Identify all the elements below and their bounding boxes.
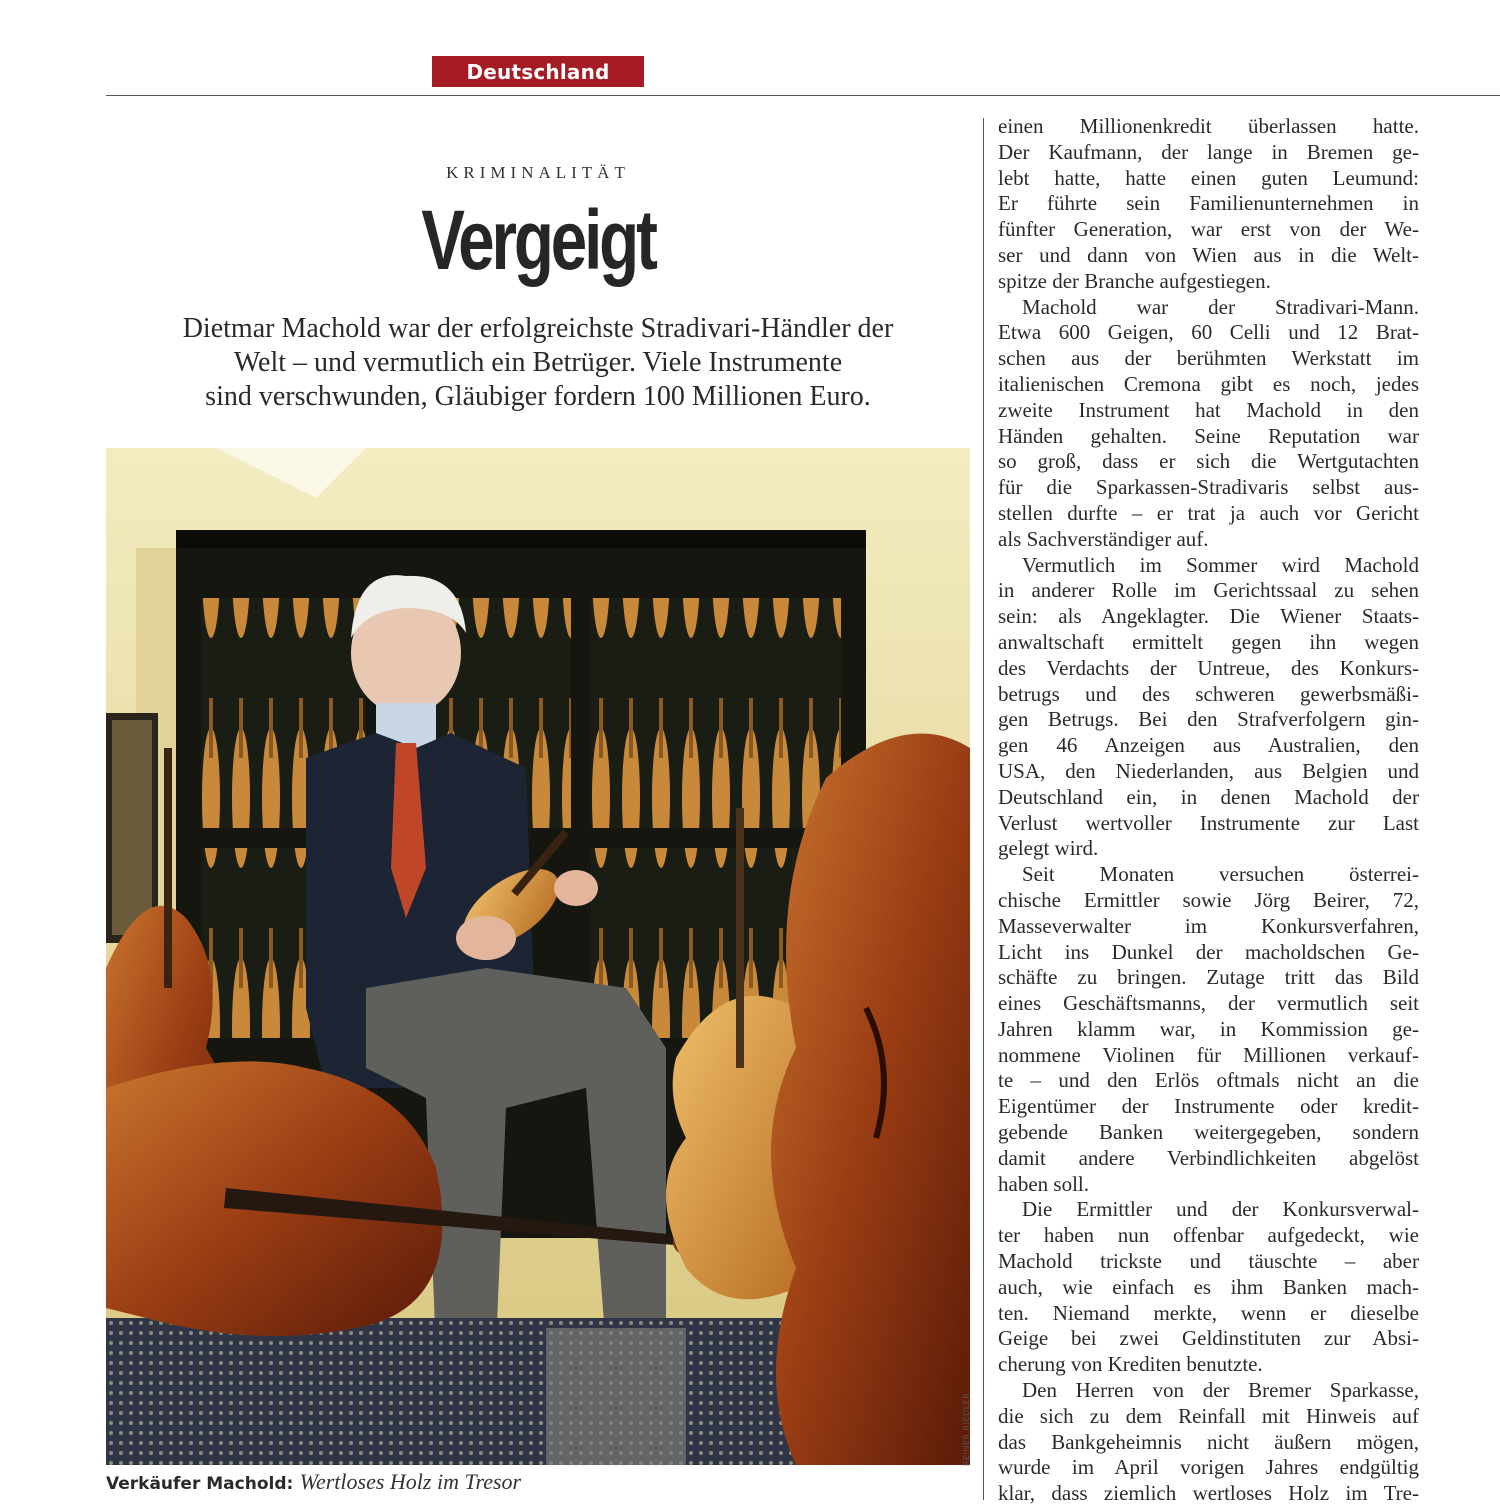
body-text-line: Geige bei zwei Geldinstituten zur Absi- [998,1326,1419,1351]
body-text-line: betrugs und des schweren gewerbsmäßi- [998,681,1419,706]
body-text-line: ten. Niemand merkte, wenn er dieselbe [998,1300,1419,1325]
body-text-line: Den Herren von der Bremer Sparkasse, [1022,1378,1419,1403]
body-text-line: eines Geschäftsmanns, der vermutlich seit [998,991,1419,1016]
header-divider [106,95,1500,96]
deck-line: sind verschwunden, Gläubiger fordern 100 Millionen Euro. [205,381,871,412]
body-text-line: gelegt wird. [998,836,1099,861]
body-text-line: sein: als Angeklagter. Die Wiener Staats- [998,604,1419,629]
body-text-line: in anderer Rolle im Gerichtssaal zu sehen [998,578,1419,603]
body-text-line: Deutschland ein, in denen Machold der [998,784,1419,809]
body-text-line: Machold trickste und täuschte – aber [998,1249,1419,1274]
body-text-line: Die Ermittler und der Konkursverwal- [1022,1197,1419,1222]
article-deck [106,312,970,414]
body-text-line: Etwa 600 Geigen, 60 Celli und 12 Brat- [998,320,1419,345]
body-text-line: spitze der Branche aufgestiegen. [998,268,1271,293]
body-text-line: wurde im April vorigen Jahres endgültig [998,1455,1419,1480]
body-text-line: nommene Violinen für Millionen verkauf- [998,1042,1419,1067]
body-text-line: Händen gehalten. Seine Reputation war [998,423,1419,448]
body-text-line: italienischen Cremona gibt es noch, jedes [998,371,1419,396]
body-text-line: fünfter Generation, war erst von der We- [998,217,1419,242]
body-text-line: schäfte zu bringen. Zutage tritt das Bild [998,965,1419,990]
body-text-line: stellen durfte – er trat ja auch vor Gericht [998,500,1419,525]
caption-text: Wertloses Holz im Tresor [299,1469,522,1494]
body-text-line: schen aus der berühmten Werkstatt im [998,346,1419,371]
body-text-line: klar, dass ziemlich wertloses Holz im Tre- [998,1481,1419,1506]
article-headline: Vergeigt [421,193,655,287]
body-text-line: zweite Instrument hat Machold in den [998,397,1419,422]
body-text-line: ser und dann von Wien aus in die Welt- [998,242,1419,267]
column-divider [983,118,984,1500]
body-text-line: haben soll. [998,1171,1089,1196]
body-text-line: als Sachverständiger auf. [998,526,1209,551]
body-text-line: USA, den Niederlanden, aus Belgien und [998,758,1419,783]
body-text-line: Verlust wertvoller Instrumente zur Last [998,810,1419,835]
body-text-line: Jahren klamm war, in Kommission ge- [998,1016,1419,1041]
section-label: Deutschland [432,56,644,87]
caption-label: Verkäufer Machold: [106,1474,294,1494]
body-text-line: einen Millionenkredit überlassen hatte. [998,114,1419,138]
body-text-line: chische Ermittler sowie Jörg Beirer, 72, [998,887,1419,912]
body-text-line: die sich zu dem Reinfall mit Hinweis auf [998,1403,1419,1428]
body-text-line: anwaltschaft ermittelt gegen ihn wegen [998,629,1419,654]
body-text-line: das Bankgeheimnis nicht äußern mögen, [998,1429,1419,1454]
body-text-line: für die Sparkassen-Stradivaris selbst aus- [998,475,1419,500]
deck-line: Welt – und vermutlich ein Betrüger. Viele Instrumente [233,347,843,378]
article-photo [106,448,970,1465]
body-text-line: des Verdachts der Untreue, des Konkurs- [998,655,1419,680]
body-text-line: lebt hatte, hatte einen guten Leumund: [998,165,1419,190]
deck-line: Dietmar Machold war der erfolgreichste Stradivari-Händler der [182,313,894,344]
body-text-line: Eigentümer der Instrumente oder kredit- [998,1094,1419,1119]
photo-credit: REINER RIEDLER [962,1392,971,1466]
body-text-line: Der Kaufmann, der lange in Bremen ge- [998,139,1419,164]
body-text-line: cherung von Krediten benutzte. [998,1352,1263,1377]
body-text-line: Vermutlich im Sommer wird Machold [1022,552,1419,577]
body-text-line: Er führte sein Familienunternehmen in [998,191,1419,216]
body-text-line: Masseverwalter im Konkursverfahren, [998,913,1419,938]
body-text-line: gen 46 Anzeigen aus Australien, den [998,733,1419,758]
body-text-line: Seit Monaten versuchen österrei- [1022,862,1419,887]
body-text-line: damit andere Verbindlichkeiten abgelöst [998,1145,1419,1170]
body-text-line: auch, wie einfach es ihm Banken mach- [998,1274,1419,1299]
body-text-line: gen Betrugs. Bei den Strafverfolgern gin- [998,707,1419,732]
article-kicker: KRIMINALITÄT [446,163,630,182]
body-text-line: te – und den Erlös oftmals nicht an die [998,1068,1419,1093]
body-text-line: Machold war der Stradivari-Mann. [1022,294,1419,319]
body-text-line: so groß, dass er sich die Wertgutachten [998,449,1419,474]
article-body [998,114,1419,1507]
body-text-line: Licht ins Dunkel der macholdschen Ge- [998,939,1419,964]
body-text-line: ter haben nun offenbar aufgedeckt, wie [998,1223,1419,1248]
photo-caption [106,1469,521,1495]
body-text-line: gebende Banken weitergegeben, sondern [998,1120,1419,1145]
